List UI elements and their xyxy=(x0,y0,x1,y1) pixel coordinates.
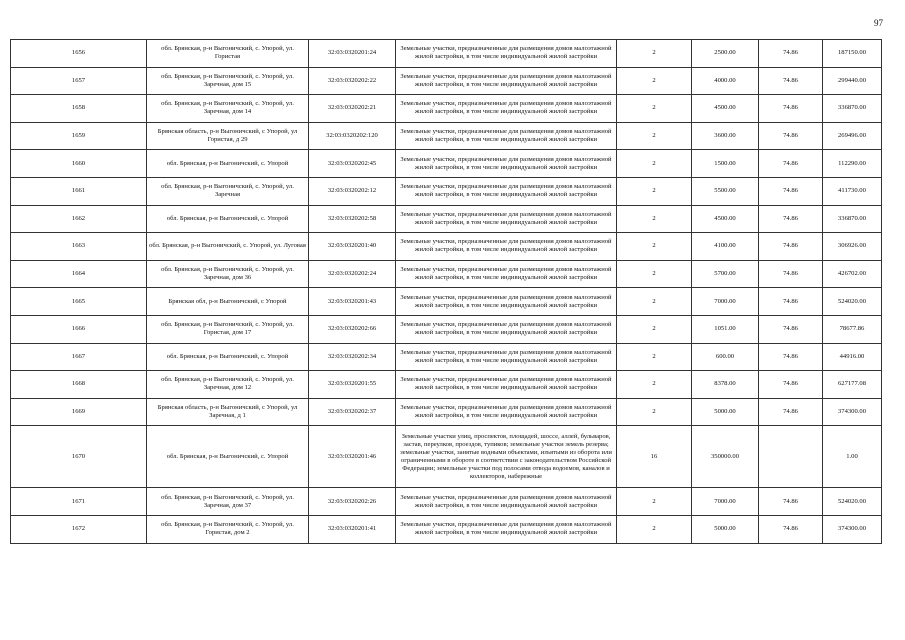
cadastral-number-cell: 32:03:0320202:45 xyxy=(309,150,396,178)
group-cell: 2 xyxy=(617,67,692,95)
cadastral-value-cell: 1.00 xyxy=(823,426,882,488)
cadastral-value-cell: 112290.00 xyxy=(823,150,882,178)
address-cell: Брянская область, р-н Выгоничский, с Упорой, ул Гористая, д 29 xyxy=(147,122,309,150)
area-cell: 350000.00 xyxy=(692,426,759,488)
area-cell: 5000.00 xyxy=(692,398,759,426)
area-cell: 4500.00 xyxy=(692,205,759,233)
specific-value-cell: 74.86 xyxy=(759,122,823,150)
row-number-cell: 1667 xyxy=(11,343,147,371)
address-cell: обл. Брянская, р-н Выгоничский, с. Упорой xyxy=(147,150,309,178)
cadastral-value-cell: 299440.00 xyxy=(823,67,882,95)
address-cell: Брянская область, р-н Выгоничский, с Упорой, ул Заречная, д 1 xyxy=(147,398,309,426)
cadastral-number-cell: 32:03:0320202:34 xyxy=(309,343,396,371)
table-row xyxy=(11,288,882,316)
cadastral-value-cell: 524020.00 xyxy=(823,488,882,516)
row-number-cell: 1665 xyxy=(11,288,147,316)
table-body xyxy=(11,40,882,544)
area-cell: 8378.00 xyxy=(692,371,759,399)
specific-value-cell: 74.86 xyxy=(759,150,823,178)
row-number-cell: 1671 xyxy=(11,488,147,516)
group-cell: 2 xyxy=(617,177,692,205)
area-cell: 5500.00 xyxy=(692,177,759,205)
cadastral-value-cell: 524020.00 xyxy=(823,288,882,316)
table-row xyxy=(11,150,882,178)
land-use-cell: Земельные участки, предназначенные для размещения домов малоэтажной жилой застройки, в том числе индивидуальной жилой застройки xyxy=(396,398,617,426)
cadastral-value-cell: 374300.00 xyxy=(823,398,882,426)
specific-value-cell: 74.86 xyxy=(759,515,823,543)
cadastral-value-cell: 269496.00 xyxy=(823,122,882,150)
area-cell: 7000.00 xyxy=(692,288,759,316)
table-row xyxy=(11,177,882,205)
row-number-cell: 1657 xyxy=(11,67,147,95)
specific-value-cell: 74.86 xyxy=(759,371,823,399)
cadastral-number-cell: 32:03:0320201:24 xyxy=(309,40,396,68)
table-row xyxy=(11,67,882,95)
specific-value-cell: 74.86 xyxy=(759,315,823,343)
land-use-cell: Земельные участки, предназначенные для размещения домов малоэтажной жилой застройки, в том числе индивидуальной жилой застройки xyxy=(396,515,617,543)
area-cell: 4100.00 xyxy=(692,233,759,261)
address-cell: обл. Брянская, р-н Выгоничский, с. Упорой, ул. Заречная, дом 15 xyxy=(147,67,309,95)
cadastral-value-cell: 187150.00 xyxy=(823,40,882,68)
cadastral-number-cell: 32:03:0320201:41 xyxy=(309,515,396,543)
cadastral-number-cell: 32:03:0320201:55 xyxy=(309,371,396,399)
page-number: 97 xyxy=(874,18,883,28)
cadastral-number-cell: 32:03:0320201:46 xyxy=(309,426,396,488)
address-cell: обл. Брянская, р-н Выгоничский, с. Упорой, ул. Гористая, дом 2 xyxy=(147,515,309,543)
group-cell: 2 xyxy=(617,122,692,150)
cadastral-value-cell: 44916.00 xyxy=(823,343,882,371)
group-cell: 2 xyxy=(617,488,692,516)
cadastral-value-cell: 336870.00 xyxy=(823,95,882,123)
group-cell: 2 xyxy=(617,205,692,233)
specific-value-cell: 74.86 xyxy=(759,67,823,95)
land-use-cell: Земельные участки, предназначенные для размещения домов малоэтажной жилой застройки, в том числе индивидуальной жилой застройки xyxy=(396,488,617,516)
specific-value-cell: 74.86 xyxy=(759,398,823,426)
table-row xyxy=(11,122,882,150)
area-cell: 5700.00 xyxy=(692,260,759,288)
group-cell: 16 xyxy=(617,426,692,488)
land-use-cell: Земельные участки, предназначенные для размещения домов малоэтажной жилой застройки, в том числе индивидуальной жилой застройки xyxy=(396,205,617,233)
land-use-cell: Земельные участки, предназначенные для размещения домов малоэтажной жилой застройки, в том числе индивидуальной жилой застройки xyxy=(396,40,617,68)
row-number-cell: 1672 xyxy=(11,515,147,543)
group-cell: 2 xyxy=(617,288,692,316)
land-use-cell: Земельные участки, предназначенные для размещения домов малоэтажной жилой застройки, в том числе индивидуальной жилой застройки xyxy=(396,343,617,371)
cadastral-value-table xyxy=(10,39,882,544)
land-use-cell: Земельные участки, предназначенные для размещения домов малоэтажной жилой застройки, в том числе индивидуальной жилой застройки xyxy=(396,95,617,123)
land-use-cell: Земельные участки, предназначенные для размещения домов малоэтажной жилой застройки, в том числе индивидуальной жилой застройки xyxy=(396,371,617,399)
cadastral-number-cell: 32:03:0320202:120 xyxy=(309,122,396,150)
table-row xyxy=(11,95,882,123)
specific-value-cell: 74.86 xyxy=(759,288,823,316)
cadastral-value-cell: 426702.00 xyxy=(823,260,882,288)
area-cell: 4000.00 xyxy=(692,67,759,95)
land-use-cell: Земельные участки, предназначенные для размещения домов малоэтажной жилой застройки, в том числе индивидуальной жилой застройки xyxy=(396,150,617,178)
row-number-cell: 1670 xyxy=(11,426,147,488)
land-use-cell: Земельные участки, предназначенные для размещения домов малоэтажной жилой застройки, в том числе индивидуальной жилой застройки xyxy=(396,233,617,261)
table-row xyxy=(11,371,882,399)
area-cell: 1500.00 xyxy=(692,150,759,178)
address-cell: обл. Брянская, р-н Выгоничский, с. Упорой, ул. Заречная, дом 37 xyxy=(147,488,309,516)
area-cell: 2500.00 xyxy=(692,40,759,68)
address-cell: обл. Брянская, р-н Выгоничский, с. Упорой, ул. Гористая, дом 17 xyxy=(147,315,309,343)
area-cell: 4500.00 xyxy=(692,95,759,123)
table-row xyxy=(11,488,882,516)
row-number-cell: 1656 xyxy=(11,40,147,68)
group-cell: 2 xyxy=(617,343,692,371)
land-use-cell: Земельные участки улиц, проспектов, площадей, шоссе, аллей, бульваров, застав, переулков, проездов, тупиков; земельные участки земель резерва; земельные участки, занятые водными объектами, изъятыми из оборота или ограниченными в обороте в соответствии с законодательством Российской Федерации; земельные участки под полосами отвода водоемов, каналов и коллекторов, набережные xyxy=(396,426,617,488)
table-row xyxy=(11,426,882,488)
specific-value-cell: 74.86 xyxy=(759,177,823,205)
specific-value-cell: 74.86 xyxy=(759,233,823,261)
cadastral-value-cell: 627177.08 xyxy=(823,371,882,399)
row-number-cell: 1666 xyxy=(11,315,147,343)
row-number-cell: 1664 xyxy=(11,260,147,288)
row-number-cell: 1658 xyxy=(11,95,147,123)
area-cell: 3600.00 xyxy=(692,122,759,150)
address-cell: обл. Брянская, р-н Выгоничский, с. Упорой, ул. Гористая xyxy=(147,40,309,68)
address-cell: Брянская обл, р-н Выгоничский, с Упорой xyxy=(147,288,309,316)
row-number-cell: 1663 xyxy=(11,233,147,261)
area-cell: 600.00 xyxy=(692,343,759,371)
group-cell: 2 xyxy=(617,315,692,343)
table-row xyxy=(11,205,882,233)
row-number-cell: 1662 xyxy=(11,205,147,233)
address-cell: обл. Брянская, р-н Выгоничский, с. Упорой, ул. Заречная, дом 14 xyxy=(147,95,309,123)
group-cell: 2 xyxy=(617,515,692,543)
specific-value-cell: 74.86 xyxy=(759,205,823,233)
cadastral-value-cell: 306926.00 xyxy=(823,233,882,261)
cadastral-number-cell: 32:03:0320201:40 xyxy=(309,233,396,261)
area-cell: 1051.00 xyxy=(692,315,759,343)
specific-value-cell: 74.86 xyxy=(759,40,823,68)
address-cell: обл. Брянская, р-н Выгоничский, с. Упорой xyxy=(147,426,309,488)
table-row xyxy=(11,515,882,543)
address-cell: обл. Брянская, р-н Выгоничский, с. Упорой xyxy=(147,205,309,233)
address-cell: обл. Брянская, р-н Выгоничский, с. Упорой, ул. Заречная, дом 36 xyxy=(147,260,309,288)
area-cell: 5000.00 xyxy=(692,515,759,543)
group-cell: 2 xyxy=(617,398,692,426)
address-cell: обл. Брянская, р-н Выгоничский, с. Упорой xyxy=(147,343,309,371)
cadastral-number-cell: 32:03:0320202:37 xyxy=(309,398,396,426)
cadastral-number-cell: 32:03:0320202:12 xyxy=(309,177,396,205)
cadastral-number-cell: 32:03:0320201:43 xyxy=(309,288,396,316)
land-use-cell: Земельные участки, предназначенные для размещения домов малоэтажной жилой застройки, в том числе индивидуальной жилой застройки xyxy=(396,177,617,205)
row-number-cell: 1660 xyxy=(11,150,147,178)
specific-value-cell: 74.86 xyxy=(759,488,823,516)
cadastral-number-cell: 32:03:0320202:66 xyxy=(309,315,396,343)
group-cell: 2 xyxy=(617,150,692,178)
table-row xyxy=(11,260,882,288)
cadastral-value-cell: 78677.86 xyxy=(823,315,882,343)
land-use-cell: Земельные участки, предназначенные для размещения домов малоэтажной жилой застройки, в том числе индивидуальной жилой застройки xyxy=(396,315,617,343)
land-use-cell: Земельные участки, предназначенные для размещения домов малоэтажной жилой застройки, в том числе индивидуальной жилой застройки xyxy=(396,67,617,95)
specific-value-cell: 74.86 xyxy=(759,260,823,288)
specific-value-cell xyxy=(759,426,823,488)
address-cell: обл. Брянская, р-н Выгоничский, с. Упорой, ул. Луговая xyxy=(147,233,309,261)
row-number-cell: 1669 xyxy=(11,398,147,426)
cadastral-value-cell: 374300.00 xyxy=(823,515,882,543)
row-number-cell: 1659 xyxy=(11,122,147,150)
table-row xyxy=(11,40,882,68)
cadastral-number-cell: 32:03:0320202:22 xyxy=(309,67,396,95)
address-cell: обл. Брянская, р-н Выгоничский, с. Упорой, ул. Заречная, дом 12 xyxy=(147,371,309,399)
cadastral-number-cell: 32:03:0320202:21 xyxy=(309,95,396,123)
group-cell: 2 xyxy=(617,40,692,68)
table-row xyxy=(11,315,882,343)
cadastral-number-cell: 32:03:0320202:58 xyxy=(309,205,396,233)
row-number-cell: 1668 xyxy=(11,371,147,399)
cadastral-value-cell: 336870.00 xyxy=(823,205,882,233)
table-row xyxy=(11,343,882,371)
specific-value-cell: 74.86 xyxy=(759,95,823,123)
address-cell: обл. Брянская, р-н Выгоничский, с. Упорой, ул. Заречная xyxy=(147,177,309,205)
cadastral-number-cell: 32:03:0320202:24 xyxy=(309,260,396,288)
group-cell: 2 xyxy=(617,95,692,123)
group-cell: 2 xyxy=(617,371,692,399)
row-number-cell: 1661 xyxy=(11,177,147,205)
cadastral-value-cell: 411730.00 xyxy=(823,177,882,205)
group-cell: 2 xyxy=(617,233,692,261)
specific-value-cell: 74.86 xyxy=(759,343,823,371)
land-use-cell: Земельные участки, предназначенные для размещения домов малоэтажной жилой застройки, в том числе индивидуальной жилой застройки xyxy=(396,260,617,288)
land-use-cell: Земельные участки, предназначенные для размещения домов малоэтажной жилой застройки, в том числе индивидуальной жилой застройки xyxy=(396,122,617,150)
area-cell: 7000.00 xyxy=(692,488,759,516)
group-cell: 2 xyxy=(617,260,692,288)
cadastral-number-cell: 32:03:0320202:26 xyxy=(309,488,396,516)
land-use-cell: Земельные участки, предназначенные для размещения домов малоэтажной жилой застройки, в том числе индивидуальной жилой застройки xyxy=(396,288,617,316)
table-row xyxy=(11,233,882,261)
table-row xyxy=(11,398,882,426)
